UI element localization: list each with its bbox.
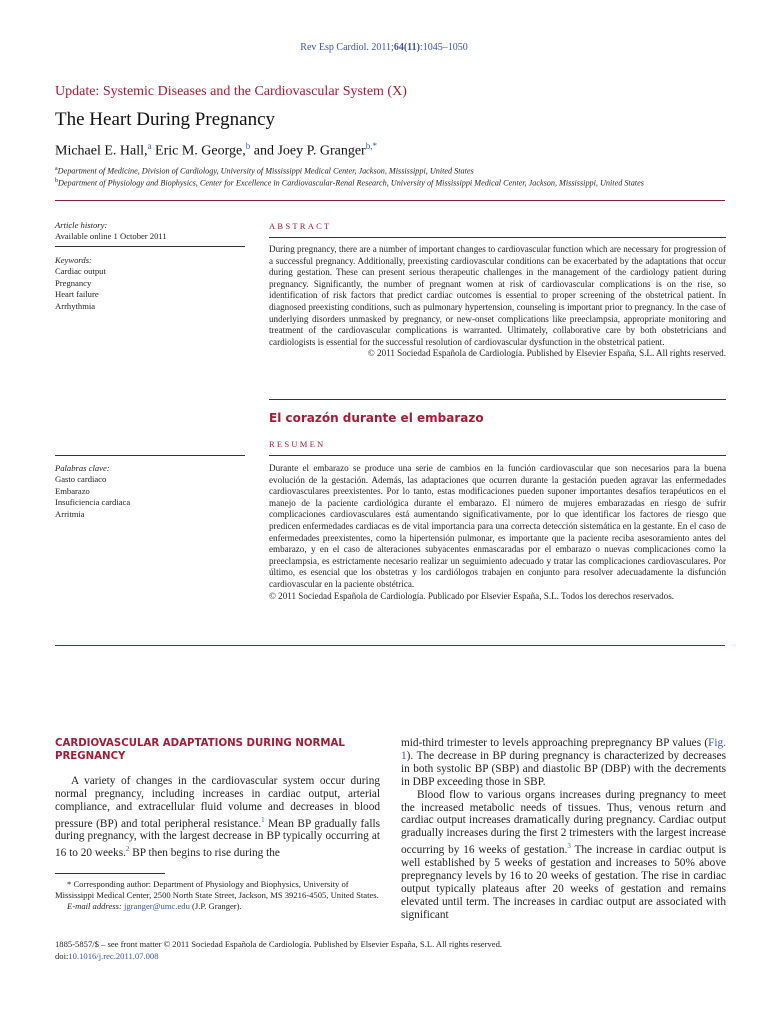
keyword: Arrhythmia <box>55 300 96 311</box>
footnote: * Corresponding author: Department of Physiology and Biophysics, University of Mississippi Medical Center, 2500 North State Street, Jackson, MS 39216-4505, United States. E-mail address: jgranger@umc.edu (J.P. Granger). <box>55 879 379 911</box>
citation-ref[interactable]: 3 <box>567 842 571 851</box>
front-matter <box>55 938 502 962</box>
author-affil-mark[interactable]: a <box>147 141 152 151</box>
body-left-column <box>55 775 380 860</box>
palabra: Embarazo <box>55 485 90 496</box>
article-history <box>55 220 245 243</box>
history-label: Article history: <box>55 220 108 230</box>
history-value: Available online 1 October 2011 <box>55 231 167 242</box>
spanish-title: El corazón durante el embarazo <box>269 411 484 425</box>
paragraph: A variety of changes in the cardiovascular system occur during normal pregnancy, including increases in cardiac output, arterial compliance, and extracellular fluid volume and decreases in blood pressure (BP) and total peripheral resistance.$^1$ Mean BP gradually falls during pregnancy, with the largest decrease in BP typically occurring at 16 to 20 weeks.$^2$ BP then begins to rise during the <box>55 775 380 860</box>
paragraph: Blood flow to various organs increases during pregnancy to meet the increased metabolic needs of tissues. Thus, venous return and cardiac output increases dramatically during pregnancy. Cardiac output gradually increases during the first 2 trimesters with the largest increase occurring by 16 weeks of gestation.$^3$ The increase in cardiac output is well established by 5 weeks of gestation and increases to 50% above prepregnancy levels by 16 to 20 weeks of gestation. The rise in cardiac output typically plateaus after 20 weeks of gestation and remains elevated until term. The increases in cardiac output are associated with significant <box>401 788 726 921</box>
author-affil-mark[interactable]: b <box>245 141 251 151</box>
keyword: Pregnancy <box>55 277 92 288</box>
palabras-divider <box>55 455 245 456</box>
author-name: Eric M. George, <box>155 143 246 159</box>
resumen-body <box>269 463 726 602</box>
header-divider <box>55 200 725 201</box>
palabra: Gasto cardiaco <box>55 474 107 485</box>
palabra: Arritmia <box>55 508 85 519</box>
resumen-divider <box>269 455 726 456</box>
abstract-end-divider <box>269 399 726 400</box>
abstract-heading: ABSTRACT <box>269 221 332 231</box>
keyword: Heart failure <box>55 289 99 300</box>
doi-line: doi:10.1016/j.rec.2011.07.008 <box>55 951 159 961</box>
journal-volume: 64(11) <box>393 42 420 53</box>
series-title: Update: Systemic Diseases and the Cardiovascular System (X) <box>55 84 407 99</box>
abstract-copyright: © 2011 Sociedad Española de Cardiología. Published by Elsevier España, S.L. All rights reserved. <box>367 348 726 359</box>
figure-link[interactable]: Fig. 1 <box>401 737 726 762</box>
keywords-block <box>55 255 245 312</box>
footnote-mark: * <box>67 879 72 889</box>
corresponding-author: Corresponding author: Department of Physiology and Biophysics, University of Mississippi Medical Center, 2500 North State Street, Jackson, MS 39216-4505, United States. <box>55 879 379 900</box>
affiliation-a: $^a$Department of Medicine, Division of Cardiology, University of Mississippi Medical Center, Jackson, Mississippi, United States <box>55 166 474 176</box>
citation-ref[interactable]: 1 <box>261 815 265 824</box>
email-label: E-mail address: <box>67 901 122 911</box>
author-name: Michael E. Hall, <box>55 143 148 159</box>
article-title: The Heart During Pregnancy <box>55 109 276 130</box>
section-heading: CARDIOVASCULAR ADAPTATIONS DURING NORMAL PREGNANCY <box>55 738 345 762</box>
citation-ref[interactable]: 2 <box>125 845 130 854</box>
sidebar-divider <box>55 246 245 247</box>
author-list <box>55 141 377 160</box>
keywords-label: Keywords: <box>55 255 92 265</box>
footnote-divider <box>55 873 165 874</box>
journal-pages: :1045–1050 <box>419 42 468 53</box>
journal-name: Rev Esp Cardiol. 2011; <box>300 42 394 53</box>
resumen-copyright: © 2011 Sociedad Española de Cardiología. Publicado por Elsevier España, S.L. Todos los derechos reservados. <box>269 590 675 601</box>
abstract-body <box>269 244 726 360</box>
journal-citation <box>0 42 768 53</box>
resumen-text: Durante el embarazo se produce una serie de cambios en la función cardiovascular que son necesarios para la buena evolución de la gestación. Además, las adaptaciones que ocurren durante la gestación pueden agravar las enfermedades cardiovasculares preexistentes. Por lo tanto, estas modificaciones pueden suponer importantes desafíos terapéuticos en el manejo de la paciente cardiológica durante el embarazo. El número de mujeres embarazadas en riesgo de sufrir complicaciones cardiovasculares está aumentando significativamente, por lo que identificar los factores de riesgo que predicen enfermedades cardiacas es de vital importancia para una correcta detección sistemática en la gestante. En el caso de enfermedades preexistentes, como la hipertensión pulmonar, es importante que la paciente reciba asesoramiento antes del embarazo, y en el caso de alteraciones subyacentes enmascaradas por el embarazo o nuevas complicaciones como la preeclampsia, es estrictamente necesario realizar un seguimiento adecuado y tratar las complicaciones cardiovasculares. Por último, es esencial que los obstetras y los cardiólogos trabajen en conjunto para resolver adecuadamente la disfunción cardiovascular en la paciente obstétrica. <box>269 463 726 589</box>
body-divider <box>55 645 725 646</box>
author-affil-mark[interactable]: b,* <box>365 141 377 151</box>
affiliation-b: $^b$Department of Physiology and Biophysics, Center for Excellence in Cardiovascular-Renal Research, University of Mississippi Medical Center, Jackson, Mississippi, United States <box>55 178 644 188</box>
paragraph: mid-third trimester to levels approaching prepregnancy BP values (Fig. 1). The decrease in BP during pregnancy is characterized by decreases in both systolic BP (SBP) and diastolic BP (DBP) with the decrements in DBP exceeding those in SBP. <box>401 737 726 788</box>
abstract-text: During pregnancy, there are a number of important changes to cardiovascular function which are necessary for progression of a successful pregnancy. Additionally, preexisting cardiovascular conditions can be exacerbated by the adaptations that occur during gestation. These can present serious therapeutic challenges in the management of the cardiology patient during pregnancy. Significantly, the number of pregnant women at risk of cardiovascular complications is on the rise, so identification of risk factors that predict cardiac outcomes is essential to proper screening of the obstetrical patient. In diagnosed preexisting conditions, such as pulmonary hypertension, counseling is important prior to pregnancy. In the case of underlying disorders unmasked by pregnancy, or new-onset complications like preeclampsia, appropriate monitoring and treatment of the cardiovascular complications is warranted. Ultimately, collaborative care by both obstetricians and cardiologists is essential for the successful resolution of cardiovascular dysfunction in the obstetrical patient. <box>269 244 726 347</box>
email-link[interactable]: jgranger@umc.edu <box>123 901 190 911</box>
abstract-divider <box>269 237 726 238</box>
doi-link[interactable]: 10.1016/j.rec.2011.07.008 <box>68 951 159 961</box>
palabras-block <box>55 463 245 520</box>
body-right-column <box>401 737 726 921</box>
resumen-heading: RESUMEN <box>269 439 326 449</box>
author-name: and Joey P. Granger <box>253 143 366 159</box>
keyword: Cardiac output <box>55 266 106 277</box>
issn-line: 1885-5857/$ – see front matter © 2011 Sociedad Española de Cardiología. Published by Elsevier España, S.L. All rights reserved. <box>55 939 503 949</box>
palabra: Insuficiencia cardiaca <box>55 497 131 508</box>
palabras-label: Palabras clave: <box>55 463 110 473</box>
